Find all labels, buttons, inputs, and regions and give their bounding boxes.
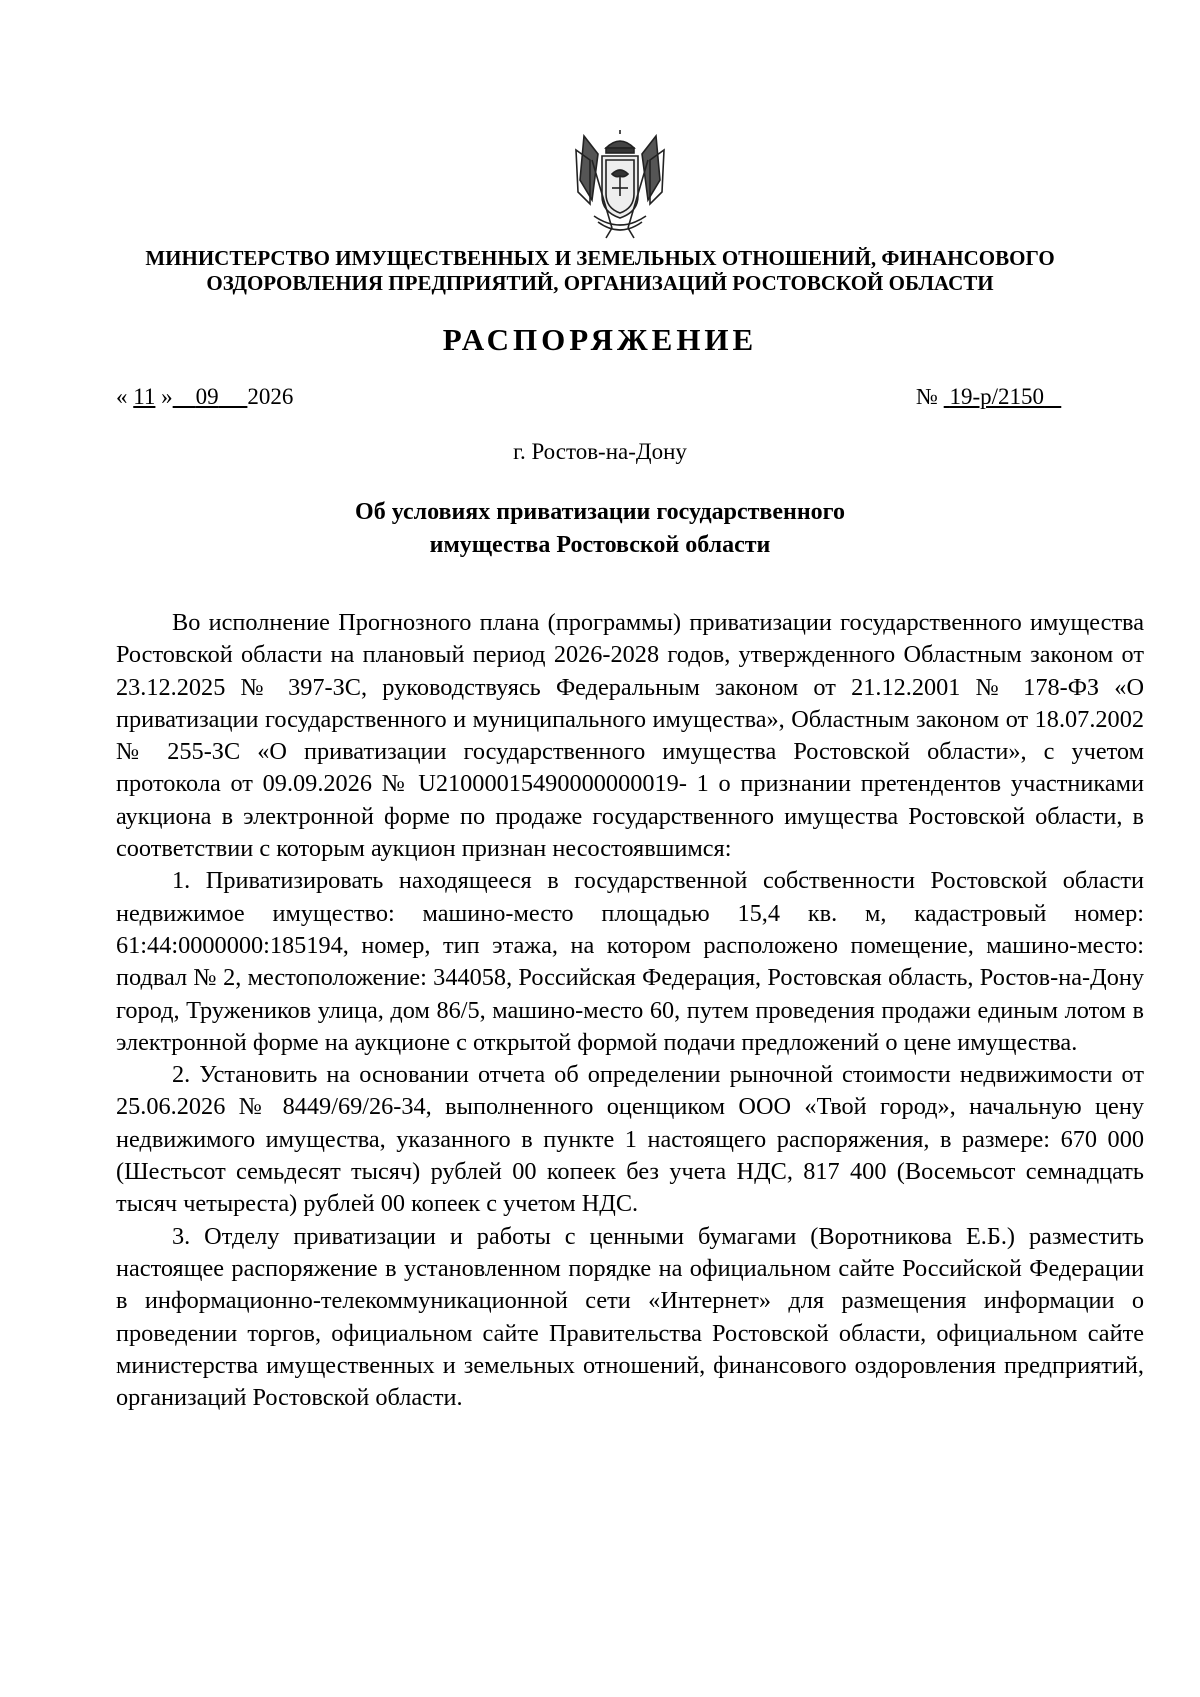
number-value: 19-р/2150 bbox=[949, 384, 1045, 409]
date-day: 11 bbox=[133, 384, 156, 409]
document-body bbox=[116, 607, 1144, 1414]
document-date bbox=[116, 384, 293, 410]
intro-paragraph: Во исполнение Прогнозного плана (программы) приватизации государственного имущества Ростовской области на плановый период 2026-2028 годов, утвержденного Областным законом от 23.12.2025 № 397-ЗС, руководствуясь Федеральным законом от 21.12.2001 № 178-ФЗ «О приватизации государственного и муниципального имущества», Областным законом от 18.07.2002 № 255-ЗС «О приватизации государственного имущества Ростовской области», с учетом протокола от 09.09.2026 № U21000015490000000019- 1 о признании претендентов участниками аукциона в электронной форме по продаже государственного имущества Ростовской области, в соответствии с которым аукцион признан несостоявшимся: bbox=[116, 609, 1144, 863]
date-month: 09 bbox=[195, 384, 219, 409]
subject-line-2: имущества Ростовской области bbox=[429, 532, 771, 558]
subject-line-1: Об условиях приватизации государственного bbox=[355, 499, 845, 525]
city: г. Ростов-на-Дону bbox=[513, 439, 687, 464]
date-close-quote: » bbox=[155, 384, 173, 409]
ministry-name bbox=[100, 246, 1100, 296]
ministry-line-1: МИНИСТЕРСТВО ИМУЩЕСТВЕННЫХ И ЗЕМЕЛЬНЫХ ОТНОШЕНИЙ, ФИНАНСОВОГО bbox=[145, 246, 1055, 270]
date-year: 2026 bbox=[247, 384, 294, 409]
item-1-paragraph: 1. Приватизировать находящееся в государственной собственности Ростовской области недвижимое имущество: машино-место площадью 15,4 кв. м, кадастровый номер: 61:44:0000000:185194, номер, тип этажа, на котором расположено помещение, машино-место: подвал № 2, местоположение: 344058, Российская Федерация, Ростовская область, Ростов-на-Дону город, Тружеников улица, дом 86/5, машино-место 60, путем проведения продажи единым лотом в электронной форме на аукционе с открытой формой подачи предложений о цене имущества. bbox=[116, 867, 1144, 1056]
item-2-paragraph: 2. Установить на основании отчета об определении рыночной стоимости недвижимости от 25.06.2026 № 8449/69/26-34, выполненного оценщиком ООО «Твой город», начальную цену недвижимого имущества, указанного в пункте 1 настоящего распоряжения, в размере: 670 000 (Шестьсот семьдесят тысяч) рублей 00 копеек без учета НДС, 817 400 (Восемьсот семнадцать тысяч четыреста) рублей 00 копеек с учетом НДС. bbox=[116, 1061, 1144, 1218]
ministry-line-2: ОЗДОРОВЛЕНИЯ ПРЕДПРИЯТИЙ, ОРГАНИЗАЦИЙ РОСТОВСКОЙ ОБЛАСТИ bbox=[206, 271, 994, 295]
document-number bbox=[916, 384, 1061, 410]
number-prefix: № bbox=[916, 384, 944, 409]
date-open-quote: « bbox=[116, 384, 134, 409]
item-3-paragraph: 3. Отделу приватизации и работы с ценными бумагами (Воротникова Е.Б.) разместить настоящее распоряжение в установленном порядке на официальном сайте Российской Федерации в информационно-телекоммуникационной сети «Интернет» для размещения информации о проведении торгов, официальном сайте Правительства Ростовской области, официальном сайте министерства имущественных и земельных отношений, финансового оздоровления предприятий, организаций Ростовской области. bbox=[116, 1222, 1144, 1412]
coat-of-arms-icon bbox=[572, 130, 668, 240]
document-type: РАСПОРЯЖЕНИЕ bbox=[442, 322, 758, 357]
document-subject bbox=[200, 496, 1000, 562]
